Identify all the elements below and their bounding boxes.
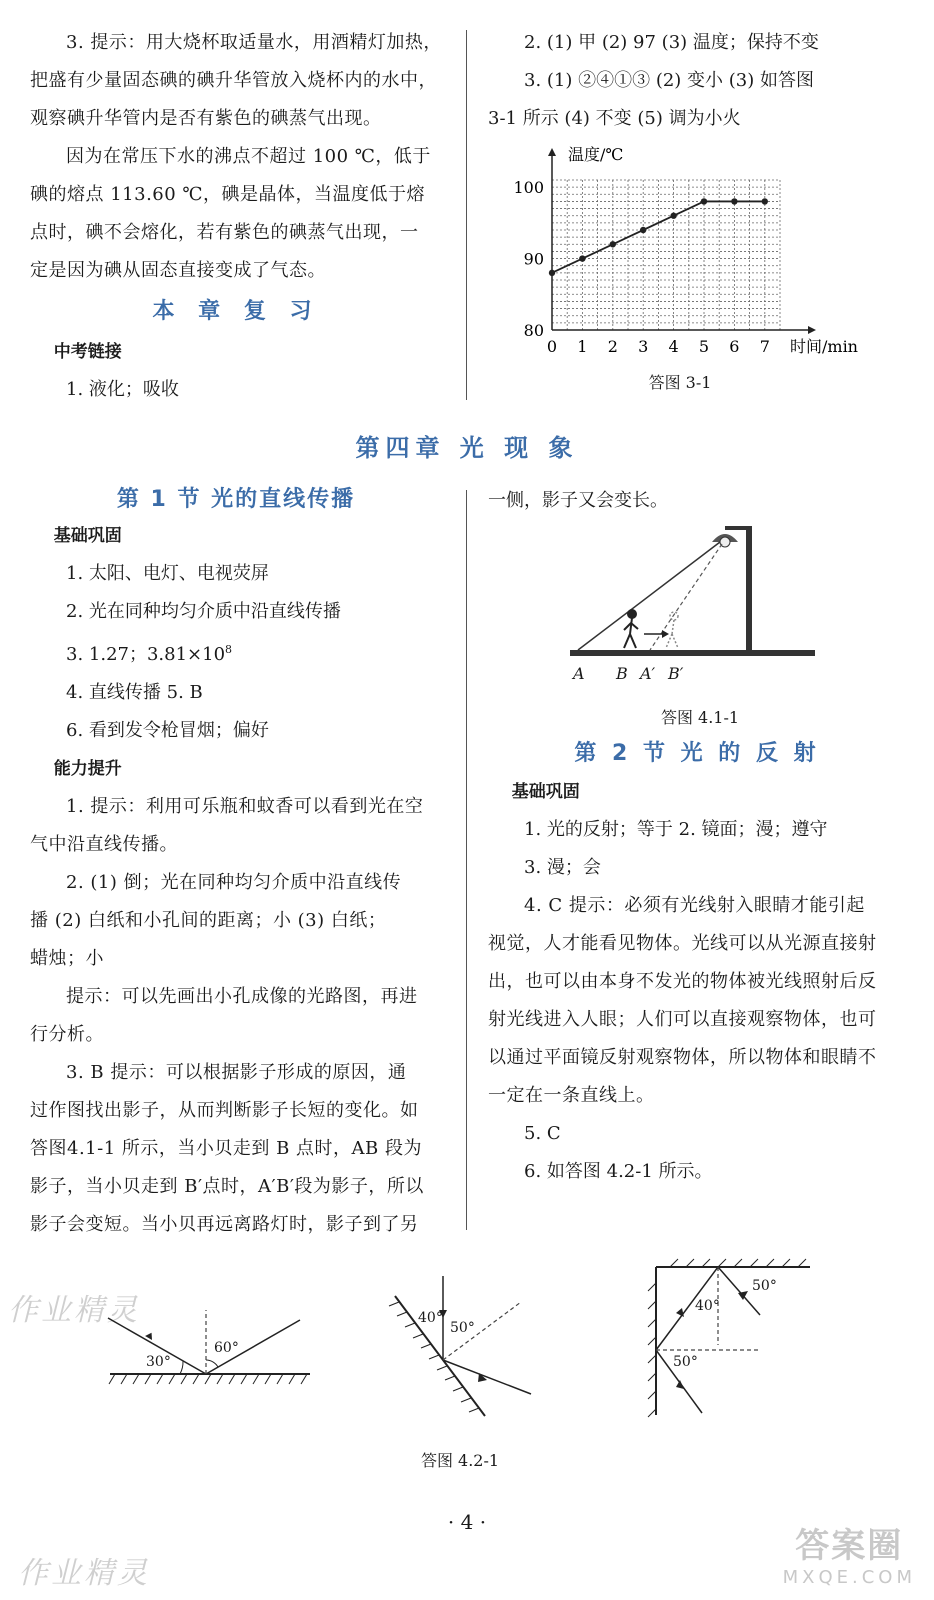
fig-label-A: A (573, 664, 585, 683)
sec1-hint-l2: 行分析。 (30, 1024, 104, 1045)
data-point (731, 198, 737, 204)
y-tick-label: 80 (523, 321, 544, 340)
right-item2: 2. (1) 甲 (2) 97 (3) 温度；保持不变 (524, 32, 819, 53)
sec1-b1: 1. 太阳、电灯、电视荧屏 (66, 563, 269, 584)
y-axis-label: 温度/℃ (568, 145, 624, 164)
review-title: 本 章 复 习 (152, 299, 320, 324)
item3-line1: 3. 提示：用大烧杯取适量水，用酒精灯加热， (66, 32, 442, 53)
item3-line3: 观察碘升华管内是否有紫色的碘蒸气出现。 (30, 108, 382, 129)
sec1-b3 (30, 631, 442, 674)
x-tick-label: 7 (759, 337, 770, 356)
sec1-a2-l3: 蜡烛；小 (30, 948, 104, 969)
page-number: · 4 · (447, 1510, 487, 1534)
section2-column (488, 736, 906, 1191)
para-line4: 定是因为碘从固态直接变成了气态。 (30, 260, 326, 281)
mirror-hatch (109, 1374, 307, 1384)
x-tick-label: 0 (546, 337, 558, 356)
sec1-hint-l1: 提示：可以先画出小孔成像的光路图，再进 (66, 986, 418, 1007)
x-axis-arrow (808, 326, 816, 334)
reflected-arrow (676, 1308, 684, 1317)
walk-arrow-head (662, 630, 669, 638)
y-tick-label: 90 (523, 249, 544, 269)
lamp-arm (725, 526, 752, 530)
sec1-a3-l5: 影子会变短。当小贝再远离路灯时，影子到了另 (30, 1214, 419, 1235)
reflection-diagram-1 (100, 1290, 320, 1400)
sec2-b4-l1: 4. C 提示：必须有光线射入眼睛才能引起 (524, 895, 865, 916)
watermark-bottom: 作业精灵 (18, 1556, 150, 1591)
y-axis-arrow (548, 148, 556, 156)
reflected-arrow (478, 1373, 487, 1382)
para-line3: 点时，碘不会熔化，若有紫色的碘蒸气出现，一 (30, 222, 419, 243)
right-item3-line2: 3-1 所示 (4) 不变 (5) 调为小火 (488, 108, 741, 129)
fig-label-B: B (616, 664, 628, 683)
data-point (549, 270, 555, 276)
sec1-a1-l2: 气中沿直线传播。 (30, 834, 178, 855)
sec2-basic-label: 基础巩固 (511, 782, 580, 802)
x-axis-label: 时间/min (790, 337, 858, 356)
sec1-basic-label: 基础巩固 (53, 526, 122, 546)
column-divider-top (466, 30, 467, 400)
sec2-b4-l5: 以通过平面镜反射观察物体，所以物体和眼睛不 (488, 1047, 877, 1068)
watermark-top: 作业精灵 (8, 1293, 140, 1328)
sec2-b6: 6. 如答图 4.2-1 所示。 (524, 1161, 713, 1182)
para-line2: 碘的熔点 113.60 ℃，碘是晶体，当温度低于熔 (30, 184, 426, 205)
sec1-a3-l3: 答图4.1-1 所示，当小贝走到 B 点时，AB 段为 (30, 1138, 422, 1159)
reflection-diagram-2 (385, 1270, 545, 1430)
sec1-a3-l1: 3. B 提示：可以根据影子形成的原因，通 (66, 1062, 407, 1083)
left-top-column (30, 24, 442, 409)
lamp-figure-caption: 答图 4.1-1 (660, 708, 740, 727)
data-point (579, 255, 585, 261)
item3-line2: 把盛有少量固态碘的碘升华管放入烧杯内的水中， (30, 70, 437, 91)
sec1-b6: 6. 看到发令枪冒烟；偏好 (66, 720, 269, 741)
data-point (610, 241, 616, 247)
mirror-hatch (648, 1259, 806, 1417)
x-tick-label: 1 (577, 337, 588, 356)
data-point (640, 227, 646, 233)
chart-caption: 答图 3-1 (648, 373, 712, 392)
sec1-continuation: 一侧，影子又会变长。 (488, 490, 668, 511)
sec1-a1-l1: 1. 提示：利用可乐瓶和蚊香可以看到光在空 (66, 796, 424, 817)
sec2-b4-l4: 射光线进入人眼；人们可以直接观察物体，也可 (488, 1009, 877, 1030)
sec1-a2-l1: 2. (1) 倒；光在同种均匀介质中沿直线传 (66, 872, 402, 893)
data-point (670, 213, 676, 219)
sec2-b3: 3. 漫；会 (524, 857, 601, 878)
x-tick-label: 3 (638, 337, 649, 356)
x-tick-label: 2 (607, 337, 618, 356)
right-top-column (488, 24, 906, 138)
lamp-pole (746, 526, 752, 652)
sec1-a3-l2: 过作图找出影子，从而判断影子长短的变化。如 (30, 1100, 419, 1121)
fig-label-A-prime: A′ (640, 664, 656, 683)
right-middle-column (488, 482, 906, 520)
sec1-a2-l2: 播 (2) 白纸和小孔间的距离；小 (3) 白纸； (30, 910, 387, 931)
chapter-title: 第四章 光 现 象 (355, 434, 579, 462)
d2-angle-40: 40° (418, 1310, 443, 1326)
person-figure (624, 610, 638, 648)
y-tick-label: 100 (513, 178, 544, 198)
d1-angle-60: 60° (214, 1340, 239, 1356)
x-tick-label: 6 (729, 337, 740, 356)
sec1-a3-l4: 影子，当小贝走到 B′点时，A′B′段为影子，所以 (30, 1176, 424, 1197)
sec1-b4: 4. 直线传播 5. B (66, 682, 203, 703)
angle-arc-left (180, 1361, 183, 1374)
d2-angle-50: 50° (450, 1320, 475, 1336)
d3-angle-50-top: 50° (752, 1278, 777, 1294)
para-line1: 因为在常压下水的沸点不超过 100 ℃，低于 (66, 146, 431, 167)
angle-arc-right (206, 1360, 218, 1367)
fig-label-B-prime: B′ (668, 664, 684, 683)
ground (570, 650, 815, 656)
reflection-figure-caption: 答图 4.2-1 (420, 1451, 500, 1470)
sec2-b4-l3: 出，也可以由本身不发光的物体被光线照射后反 (488, 971, 877, 992)
incident-arrow (145, 1331, 155, 1340)
exit-arrow (676, 1380, 684, 1389)
x-tick-label: 5 (698, 337, 710, 356)
right-item3-line1: 3. (1) ②④①③ (2) 变小 (3) 如答图 (524, 70, 814, 91)
d3-angle-50-bottom: 50° (673, 1354, 698, 1370)
sec1-b2: 2. 光在同种均匀介质中沿直线传播 (66, 601, 341, 622)
sec1-b3-exp: 8 (225, 643, 233, 656)
sec2-b1: 1. 光的反射；等于 2. 镜面；漫；遵守 (524, 819, 828, 840)
section1-column (30, 482, 442, 1244)
sec2-b5: 5. C (524, 1123, 561, 1144)
sec2-b4-l6: 一定在一条直线上。 (488, 1085, 655, 1106)
reflection-diagram-3 (640, 1255, 820, 1425)
x-tick-label: 4 (668, 337, 679, 356)
data-point (701, 198, 707, 204)
sec1-ability-label: 能力提升 (53, 759, 122, 779)
street-lamp-figure (570, 520, 820, 690)
section2-title: 第 2 节 光 的 反 射 (574, 741, 820, 766)
logo-small-text: MXQE.COM (782, 1567, 916, 1588)
person-figure-dashed (666, 612, 678, 648)
zk-label: 中考链接 (53, 342, 122, 362)
d3-angle-40: 40° (695, 1298, 720, 1314)
logo-big-text: 答案圈 (795, 1526, 904, 1566)
column-divider-middle (466, 490, 467, 1230)
section1-title: 第 1 节 光的直线传播 (116, 487, 356, 512)
temperature-chart (510, 140, 870, 365)
zk-item1: 1. 液化；吸收 (66, 379, 179, 400)
d1-angle-30: 30° (146, 1354, 171, 1370)
data-point (762, 198, 768, 204)
sec2-b4-l2: 视觉，人才能看见物体。光线可以从光源直接射 (488, 933, 877, 954)
sec1-b3-text: 3. 1.27；3.81×10 (66, 644, 226, 665)
site-logo (783, 1518, 916, 1588)
